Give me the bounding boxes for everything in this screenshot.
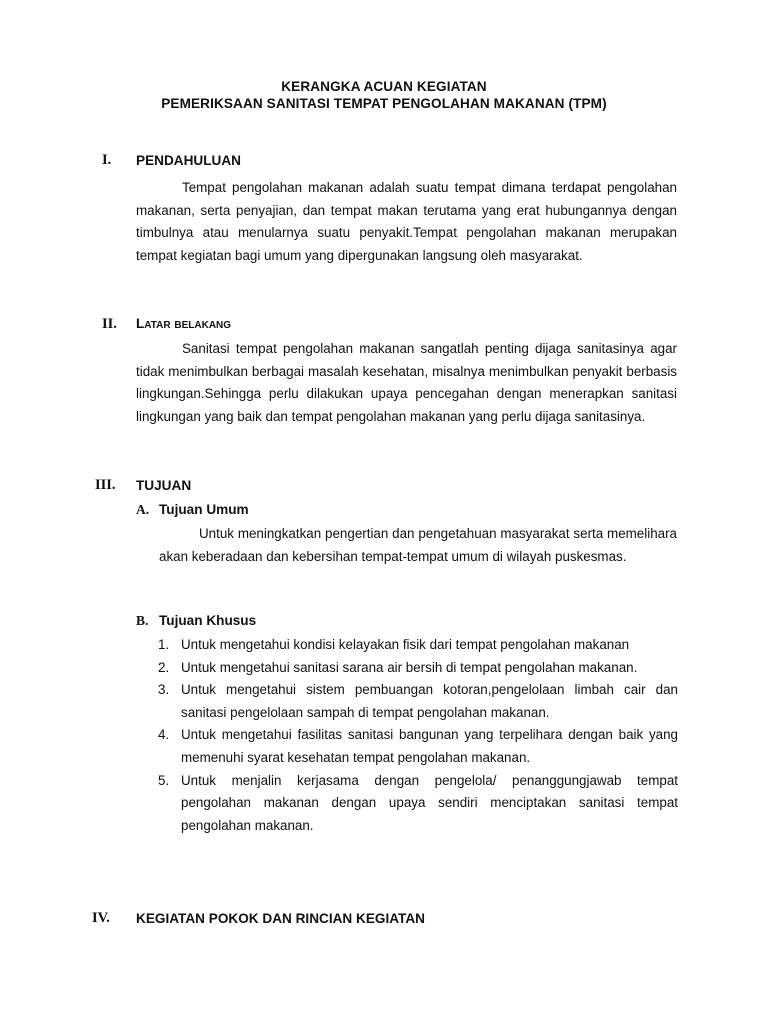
list-item-text: Untuk mengetahui fasilitas sanitasi bangunan yang terpelihara dengan baik yang memenuhi syarat kesehatan tempat pengolahan makanan. — [181, 727, 678, 765]
section-4-title: KEGIATAN POKOK DAN RINCIAN KEGIATAN — [136, 911, 425, 926]
section-2-title: Latar belakang — [136, 316, 232, 331]
list-item-number: 5. — [158, 772, 170, 788]
list-item-text: Untuk mengetahui sanitasi sarana air bersih di tempat pengolahan makanan. — [181, 659, 638, 675]
section-2-paragraph: Sanitasi tempat pengolahan makanan sangatlah penting dijaga sanitasinya agar tidak menimbulkan berbagai masalah kesehatan, misalnya menimbulkan penyakit berbasis lingkungan.Sehingga perlu dilakukan upaya pencegahan dengan menerapkan sanitasi lingkungan yang baik dan tempat pengolahan makanan yang perlu dijaga sanitasinya. — [136, 341, 677, 424]
list-item-text: Untuk mengetahui sistem pembuangan kotoran,pengelolaan limbah cair dan sanitasi pengelolaan sampah di tempat pengolahan makanan. — [181, 682, 678, 720]
list-item-number: 1. — [158, 637, 170, 652]
list-item — [154, 724, 678, 769]
list-item-number: 3. — [158, 682, 170, 698]
list-item — [154, 634, 678, 657]
list-item — [154, 657, 678, 680]
list-item — [154, 679, 678, 724]
document-title: KERANGKA ACUAN KEGIATAN — [281, 79, 487, 94]
subsection-b-title: Tujuan Khusus — [159, 613, 257, 628]
section-2-number: II. — [102, 316, 117, 332]
list-item-number: 2. — [158, 659, 170, 675]
subsection-a-paragraph: Untuk meningkatkan pengertian dan pengetahuan masyarakat serta memelihara akan keberadaan dan kebersihan tempat-tempat umum di wilayah puskesmas. — [159, 526, 677, 564]
list-item — [154, 770, 678, 838]
section-1-paragraph: Tempat pengolahan makanan adalah suatu tempat dimana terdapat pengolahan makanan, serta penyajian, dan tempat makan terutama yang erat hubungannya dengan timbulnya atau menularnya suatu penyakit.Tempat pengolahan makanan merupakan tempat kegiatan bagi umum yang dipergunakan langsung oleh masyarakat. — [136, 180, 677, 263]
list-item-text: Untuk menjalin kerjasama dengan pengelola/ penanggungjawab tempat pengolahan makanan dengan upaya sendiri menciptakan sanitasi tempat pengolahan makanan. — [181, 772, 678, 833]
list-item-number: 4. — [158, 727, 170, 743]
section-3-title: TUJUAN — [136, 478, 192, 493]
section-4-number: IV. — [92, 910, 110, 926]
subsection-a-title: Tujuan Umum — [159, 502, 249, 517]
section-1-number: I. — [102, 152, 112, 168]
section-3-number: III. — [95, 477, 116, 493]
document-subtitle: PEMERIKSAAN SANITASI TEMPAT PENGOLAHAN MAKANAN (TPM) — [161, 96, 607, 111]
list-item-text: Untuk mengetahui kondisi kelayakan fisik dari tempat pengolahan makanan — [181, 637, 630, 652]
specific-goals-list — [154, 634, 678, 837]
subsection-a-letter: A. — [136, 502, 150, 517]
subsection-b-letter: B. — [136, 613, 149, 628]
section-1-title: PENDAHULUAN — [136, 153, 241, 168]
